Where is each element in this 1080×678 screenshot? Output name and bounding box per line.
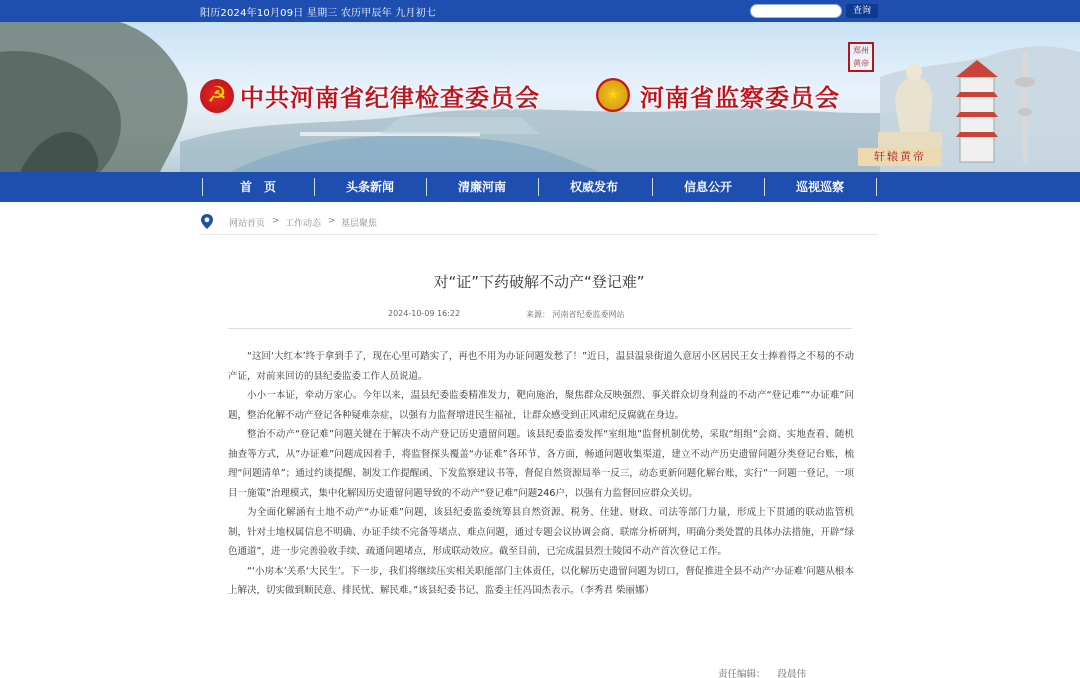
article-paragraph: 小小一本证，牵动万家心。今年以来，温县纪委监委精准发力，靶向施治，聚焦群众反映强烈、事关群众切身利益的不动产“登记难”“办证难”问题，整治化解不动产登记各种疑难杂症，以强有力监督增进民生福祉，让群众感受到正风肃纪反腐就在身边。	[228, 390, 854, 421]
breadcrumb-separator: >	[272, 216, 280, 226]
editor-name: 段晨伟	[777, 669, 807, 678]
article-paragraph: “‘小房本’关系‘大民生’。下一步，我们将继续压实相关职能部门主体责任，以化解历史遗留问题为切口，督促推进全县不动产‘办证难’问题从根本上解决，切实做到顺民意、排民忧、解民难。”该县纪委书记、监委主任冯国杰表示。（李秀君 柴丽娜）	[228, 565, 854, 596]
calendar-date: 阳历2024年10月09日 星期三 农历甲辰年 九月初七	[200, 8, 437, 19]
nav-clean-henan[interactable]: 清廉河南	[457, 180, 506, 194]
breadcrumb-separator: >	[328, 216, 336, 226]
commission-title: 中共河南省纪律检查委员会	[240, 83, 540, 112]
breadcrumb-home[interactable]: 网站首页	[229, 219, 266, 229]
national-emblem-icon: ★	[596, 78, 630, 112]
supervision-title: 河南省监察委员会	[640, 83, 840, 112]
publish-date: 2024-10-09 16:22	[388, 309, 461, 318]
banner-stamp: 轩辕黄帝	[858, 148, 942, 166]
seal-text-line: 郑州	[853, 46, 869, 55]
seal-stamp	[848, 42, 874, 72]
breadcrumb-work-news[interactable]: 工作动态	[285, 219, 322, 229]
search-input[interactable]	[750, 4, 842, 18]
main-nav	[0, 172, 1080, 202]
nav-home[interactable]: 首 页	[239, 180, 276, 194]
breadcrumb	[200, 211, 878, 235]
editor-label: 责任编辑：	[718, 669, 766, 678]
nav-official-release[interactable]: 权威发布	[569, 180, 618, 194]
article-paragraph: 为全面化解涵有土地不动产“办证难”问题，该县纪委监委统筹县自然资源、税务、住建、财政、司法等部门力量，形成上下贯通的联动监管机制，针对土地权属信息不明确、办证手续不完备等堵点、难点问题，通过专题会议协调会商、联席分析研判，明确分类处置的具体办法措施，开辟“绿色通道”，进一步完善验收手续、疏通问题堵点，形成联动效应。截至目前，已完成温县烈士陵园不动产首次登记工作。	[228, 507, 854, 557]
article-body	[228, 347, 854, 601]
top-bar	[0, 0, 1080, 22]
article-source: 来源： 河南省纪委监委网站	[526, 310, 625, 319]
responsible-editor	[718, 666, 806, 678]
article-title: 对“证”下药破解不动产“登记难”	[433, 273, 645, 291]
nav-divider	[876, 178, 877, 196]
nav-inspection[interactable]: 巡视巡察	[795, 180, 844, 194]
article-meta	[228, 305, 852, 329]
article-paragraph: “这回‘大红本’终于拿到手了，现在心里可踏实了，再也不用为办证问题发愁了！”近日，温县温泉街道久意居小区居民王女士捧着得之不易的不动产证，对前来回访的县纪委监委工作人员说道。	[228, 351, 854, 382]
location-pin-icon	[200, 213, 214, 231]
nav-information-disclosure[interactable]: 信息公开	[683, 180, 732, 194]
search-button[interactable]: 查询	[846, 4, 878, 18]
seal-text-line: 黄帝	[853, 59, 869, 68]
header-banner	[0, 22, 1080, 172]
party-emblem-icon: ☭	[200, 79, 234, 113]
article-paragraph: 整治不动产“登记难”问题关键在于解决不动产登记历史遗留问题。该县纪委监委发挥“室组地”监督机制优势，采取“组组”会商、实地查看、随机抽查等方式，从“办证难”问题成因着手，将监督探头覆盖“办证难”各环节、各方面，畅通问题收集渠道，建立不动产历史遗留问题分类登记台账，梳理“问题清单”；通过约谈提醒、制发工作提醒函、下发监察建议书等，督促自然资源局举一反三，动态更新问题化解台账，实行“一问题一登记，一项目一施策”治理模式，集中化解因历史遗留问题导致的不动产“登记难”问题246户，以强有力监督回应群众关切。	[228, 429, 854, 499]
nav-headlines[interactable]: 头条新闻	[345, 180, 394, 194]
breadcrumb-grassroots[interactable]: 基层聚焦	[341, 219, 378, 229]
